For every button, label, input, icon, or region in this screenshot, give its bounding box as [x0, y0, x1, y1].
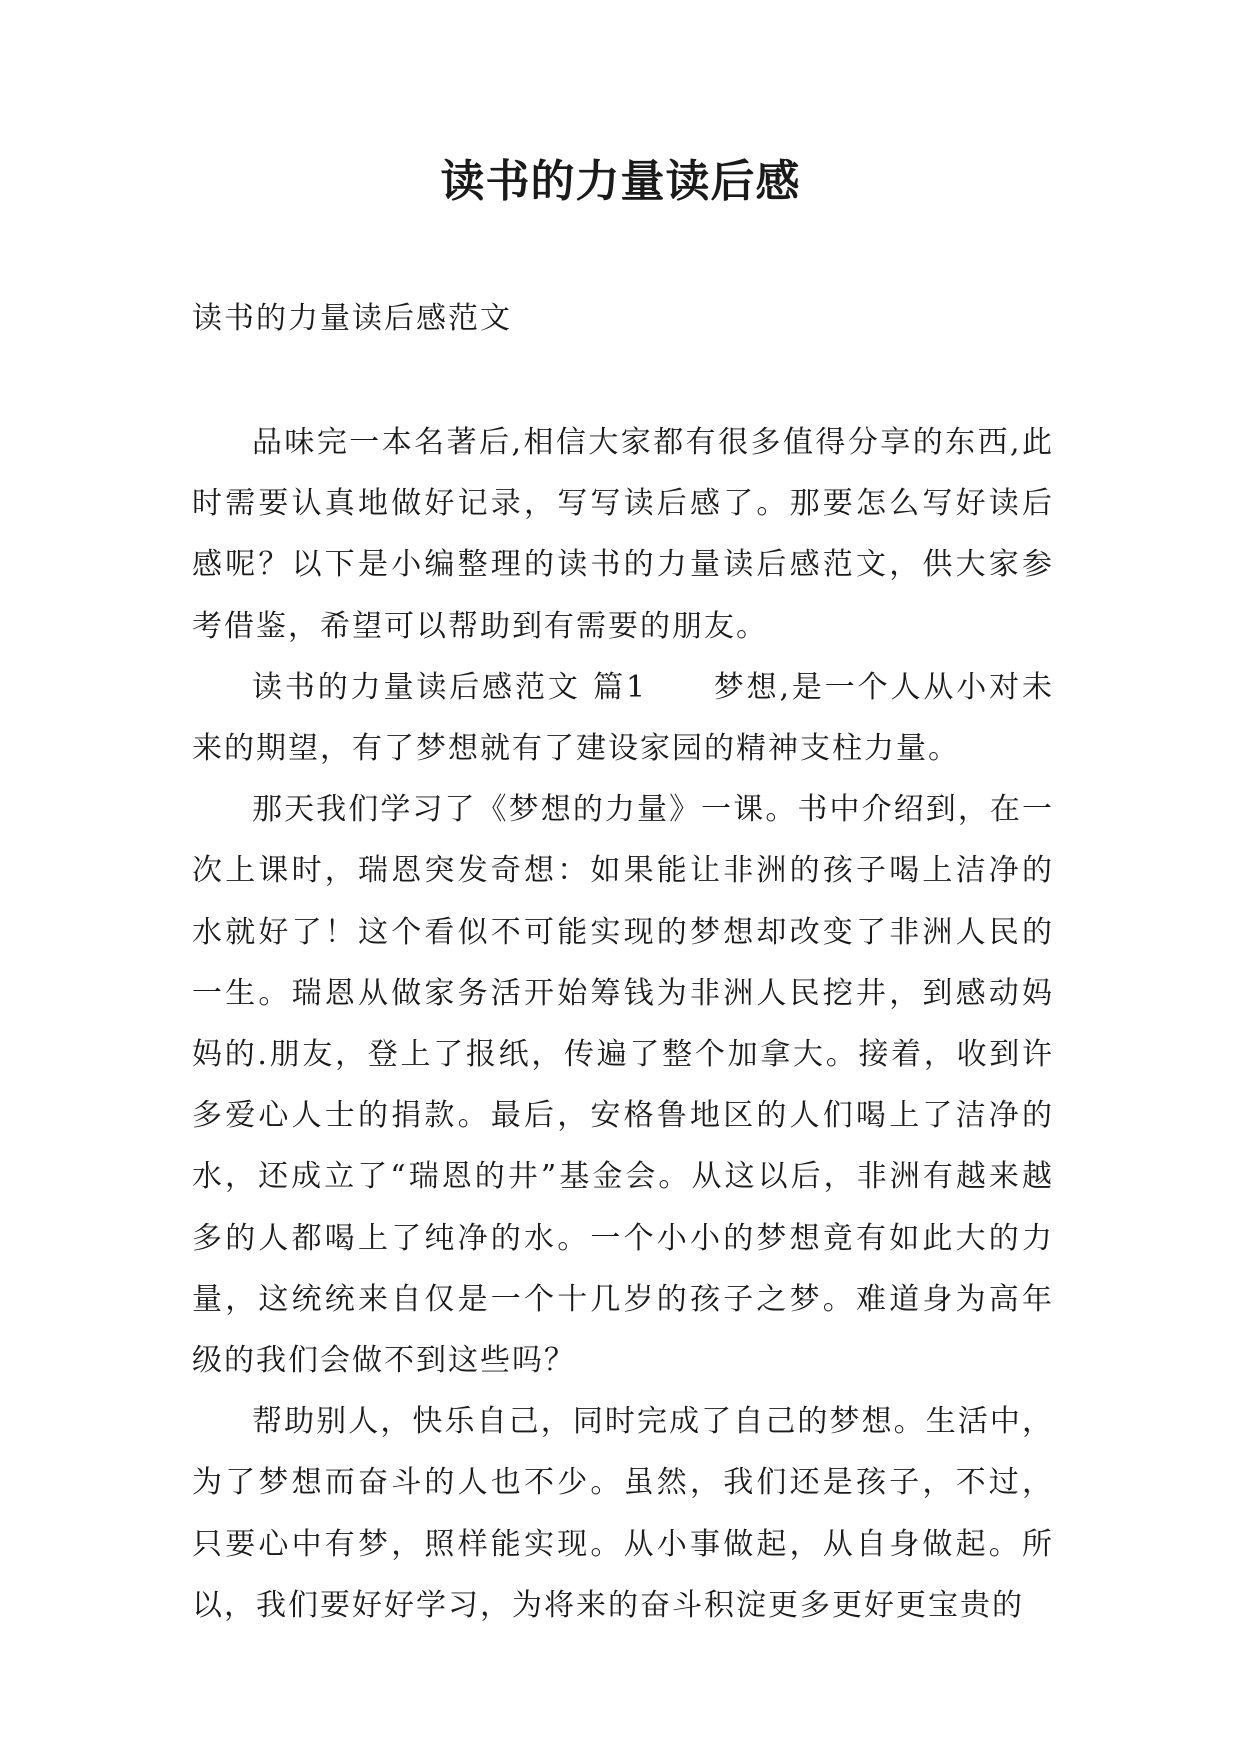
paragraph-reflection: 帮助别人，快乐自己，同时完成了自己的梦想。生活中，为了梦想而奋斗的人也不少。虽然，我们还是孩子，不过，只要心中有梦，照样能实现。从小事做起，从自身做起。所以，我们要好好学习，为将来的奋斗积淀更多更好更宝贵的: [192, 1404, 1054, 1623]
paragraph-section-1: 读书的力量读后感范文 篇1 梦想,是一个人从小对未来的期望，有了梦想就有了建设家园的精神支柱力量。: [192, 669, 1054, 767]
document-subtitle: 读书的力量读后感范文: [192, 301, 512, 336]
document-body: [192, 412, 1054, 1636]
paragraph-intro: 品味完一本名著后,相信大家都有很多值得分享的东西,此时需要认真地做好记录，写写读后感了。那要怎么写好读后感呢？以下是小编整理的读书的力量读后感范文，供大家参考借鉴，希望可以帮助到有需要的朋友。: [192, 425, 1054, 644]
document-title: 读书的力量读后感: [440, 156, 801, 207]
paragraph-story: 那天我们学习了《梦想的力量》一课。书中介绍到，在一次上课时，瑞恩突发奇想：如果能让非洲的孩子喝上洁净的水就好了！这个看似不可能实现的梦想却改变了非洲人民的一生。瑞恩从做家务活开始筹钱为非洲人民挖井，到感动妈妈的.朋友，登上了报纸，传遍了整个加拿大。接着，收到许多爱心人士的捐款。最后，安格鲁地区的人们喝上了洁净的水，还成立了“瑞恩的井”基金会。从这以后，非洲有越来越多的人都喝上了纯净的水。一个小小的梦想竟有如此大的力量，这统统来自仅是一个十几岁的孩子之梦。难道身为高年级的我们会做不到这些吗？: [192, 792, 1054, 1379]
